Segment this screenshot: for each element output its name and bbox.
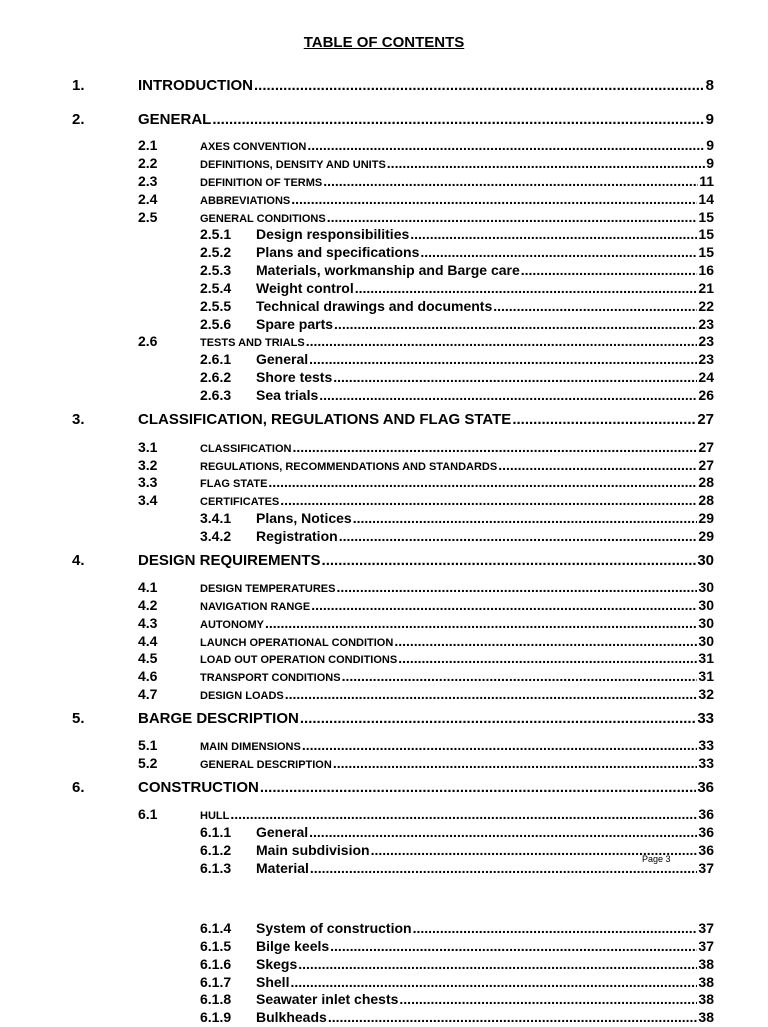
toc-entry-number: 2.1	[138, 137, 158, 153]
toc-entry-number: 5.1	[138, 737, 158, 753]
toc-entry-page: 30	[698, 615, 714, 631]
toc-entry-number: 4.3	[138, 615, 158, 631]
toc-entry-number: 2.6.3	[200, 387, 232, 403]
toc-entry[interactable]	[200, 349, 714, 369]
toc-entry[interactable]	[138, 735, 714, 755]
toc-entry[interactable]	[138, 595, 714, 615]
toc-entry-page: 33	[697, 710, 714, 727]
toc-leader-dots	[339, 526, 698, 546]
toc-entry-page: 31	[698, 668, 714, 684]
toc-entry-page: 36	[697, 779, 714, 796]
toc-entry-page: 27	[698, 457, 714, 473]
toc-entry[interactable]	[72, 410, 714, 430]
toc-entry-page: 27	[698, 439, 714, 455]
toc-entry-title: DESIGN REQUIREMENTS	[138, 552, 321, 569]
toc-entry-page: 9	[705, 111, 714, 128]
toc-entry[interactable]	[72, 778, 714, 798]
toc-entry-title: Sea trials	[256, 387, 319, 403]
toc-entry-number: 3.4.1	[200, 510, 232, 526]
toc-entry-page: 36	[698, 824, 714, 840]
toc-entry-number: 2.5	[138, 209, 158, 225]
toc-leader-dots	[212, 110, 704, 130]
toc-entry-title: BARGE DESCRIPTION	[138, 710, 299, 727]
toc-entry-title: CONSTRUCTION	[138, 779, 259, 796]
toc-entry-number: 3.2	[138, 457, 158, 473]
toc-entry-page: 15	[698, 209, 714, 225]
toc-entry-page: 30	[698, 633, 714, 649]
toc-entry-title: Bilge keels	[256, 938, 330, 954]
toc-entry[interactable]	[138, 472, 714, 492]
toc-entry-number: 2.6.2	[200, 369, 232, 385]
toc-entry-page: 23	[698, 333, 714, 349]
toc-entry-number: 2.2	[138, 155, 158, 171]
toc-entry[interactable]	[138, 804, 714, 824]
toc-entry-page: 33	[698, 755, 714, 771]
toc-entry-page: 36	[698, 842, 714, 858]
toc-entry-number: 6.1.8	[200, 991, 232, 1007]
toc-entry-page: 29	[698, 528, 714, 544]
toc-entry-number: 4.1	[138, 579, 158, 595]
toc-leader-dots	[493, 296, 697, 316]
toc-leader-dots	[521, 260, 698, 280]
toc-entry-number: 6.1.5	[200, 938, 232, 954]
toc-entry-number: 3.4.2	[200, 528, 232, 544]
toc-leader-dots	[410, 224, 697, 244]
toc-entry-page: 14	[698, 191, 714, 207]
toc-entry-title: GENERAL CONDITIONS	[200, 213, 326, 225]
toc-entry-title: HULL	[200, 810, 230, 822]
toc-entry[interactable]	[138, 331, 714, 351]
toc-entry-title: Design responsibilities	[256, 226, 410, 242]
toc-leader-dots	[292, 437, 697, 457]
toc-entry-page: 28	[698, 492, 714, 508]
toc-entry-title: DESIGN TEMPERATURES	[200, 583, 336, 595]
toc-leader-dots	[298, 954, 697, 974]
toc-entry-title: REGULATIONS, RECOMMENDATIONS AND STANDARDS	[200, 461, 498, 473]
toc-entry-page: 33	[698, 737, 714, 753]
toc-entry-page: 38	[698, 974, 714, 990]
toc-entry-title: Shell	[256, 974, 290, 990]
toc-entry-title: TRANSPORT CONDITIONS	[200, 672, 341, 684]
toc-entry-number: 6.1.6	[200, 956, 232, 972]
toc-leader-dots	[302, 735, 698, 755]
toc-entry-page: 27	[697, 411, 714, 428]
toc-entry-title: INTRODUCTION	[138, 77, 253, 94]
toc-entry-page: 32	[698, 686, 714, 702]
toc-entry-number: 2.6.1	[200, 351, 232, 367]
toc-entry-number: 6.	[72, 779, 85, 796]
toc-leader-dots	[342, 666, 698, 686]
toc-entry-page: 16	[698, 262, 714, 278]
toc-entry[interactable]	[200, 954, 714, 974]
toc-leader-dots	[387, 153, 705, 173]
toc-entry-number: 3.3	[138, 474, 158, 490]
toc-entry-title: Weight control	[256, 280, 354, 296]
toc-entry-number: 3.	[72, 411, 85, 428]
toc-entry[interactable]	[138, 648, 714, 668]
toc-leader-dots	[307, 135, 705, 155]
toc-entry-title: DESIGN LOADS	[200, 690, 284, 702]
toc-entry[interactable]	[200, 858, 714, 878]
toc-entry-number: 2.5.5	[200, 298, 232, 314]
toc-leader-dots	[254, 76, 705, 96]
toc-entry-number: 6.1.9	[200, 1009, 232, 1025]
toc-entry-number: 2.5.1	[200, 226, 232, 242]
toc-entry-page: 37	[698, 860, 714, 876]
toc-entry-number: 2.5.6	[200, 316, 232, 332]
toc-leader-dots	[322, 551, 697, 571]
toc-entry[interactable]	[138, 490, 714, 510]
toc-entry-page: 29	[698, 510, 714, 526]
toc-leader-dots	[353, 508, 698, 528]
toc-leader-dots	[311, 595, 697, 615]
toc-entry-page: 30	[698, 597, 714, 613]
toc-entry-title: DEFINITION OF TERMS	[200, 177, 323, 189]
toc-entry-page: 26	[698, 387, 714, 403]
toc-entry[interactable]	[138, 753, 714, 773]
toc-leader-dots	[309, 822, 697, 842]
toc-entry-title: LOAD OUT OPERATION CONDITIONS	[200, 654, 398, 666]
toc-entry[interactable]	[138, 135, 714, 155]
toc-leader-dots	[398, 648, 697, 668]
toc-entry[interactable]	[138, 666, 714, 686]
toc-entry-number: 4.	[72, 552, 85, 569]
toc-entry-title: General	[256, 824, 309, 840]
toc-entry[interactable]	[200, 260, 714, 280]
toc-entry-title: Main subdivision	[256, 842, 370, 858]
toc-entry[interactable]	[200, 367, 714, 387]
toc-entry-page: 9	[706, 137, 714, 153]
toc-entry-number: 1.	[72, 77, 85, 94]
toc-entry-title: Materials, workmanship and Barge care	[256, 262, 520, 278]
toc-leader-dots	[230, 804, 697, 824]
toc-entry-page: 38	[698, 991, 714, 1007]
toc-entry-number: 4.5	[138, 650, 158, 666]
toc-entry-number: 2.6	[138, 333, 158, 349]
toc-entry[interactable]	[72, 110, 714, 130]
toc-entry-page: 8	[705, 77, 714, 94]
toc-entry-title: LAUNCH OPERATIONAL CONDITION	[200, 637, 394, 649]
toc-entry[interactable]	[200, 822, 714, 842]
page-title: TABLE OF CONTENTS	[303, 34, 465, 51]
toc-entry-number: 2.5.2	[200, 244, 232, 260]
toc-entry-number: 2.5.4	[200, 280, 232, 296]
toc-entry-page: 36	[698, 806, 714, 822]
toc-entry-page: 9	[706, 155, 714, 171]
toc-entry-title: Shore tests	[256, 369, 333, 385]
toc-entry-page: 28	[698, 474, 714, 490]
toc-entry-number: 6.1.7	[200, 974, 232, 990]
toc-entry-number: 3.4	[138, 492, 158, 508]
toc-entry-page: 11	[699, 173, 714, 189]
toc-entry[interactable]	[200, 508, 714, 528]
toc-leader-dots	[333, 753, 698, 773]
toc-entry-title: MAIN DIMENSIONS	[200, 741, 301, 753]
toc-entry-number: 2.4	[138, 191, 158, 207]
toc-entry-number: 4.2	[138, 597, 158, 613]
toc-entry-title: Bulkheads	[256, 1009, 327, 1025]
toc-entry-title: Technical drawings and documents	[256, 298, 493, 314]
toc-entry[interactable]	[200, 918, 714, 938]
toc-entry-page: 30	[697, 552, 714, 569]
toc-entry[interactable]	[138, 437, 714, 457]
toc-entry-page: 15	[698, 226, 714, 242]
toc-entry[interactable]	[138, 153, 714, 173]
toc-leader-dots	[268, 472, 697, 492]
toc-entry-title: AXES CONVENTION	[200, 141, 307, 153]
toc-entry-number: 5.2	[138, 755, 158, 771]
toc-entry[interactable]	[72, 76, 714, 96]
toc-entry-page: 37	[698, 920, 714, 936]
toc-entry[interactable]	[200, 526, 714, 546]
toc-entry-number: 4.7	[138, 686, 158, 702]
toc-entry-page: 23	[698, 351, 714, 367]
toc-entry-number: 3.1	[138, 439, 158, 455]
toc-entry[interactable]	[200, 989, 714, 1009]
toc-entry[interactable]	[200, 840, 714, 860]
toc-entry-title: FLAG STATE	[200, 478, 268, 490]
toc-entry-number: 6.1.4	[200, 920, 232, 936]
toc-entry-page: 21	[698, 280, 714, 296]
toc-entry-title: Skegs	[256, 956, 298, 972]
toc-entry-title: GENERAL DESCRIPTION	[200, 759, 332, 771]
toc-leader-dots	[336, 577, 697, 597]
toc-entry-title: CLASSIFICATION	[200, 443, 292, 455]
toc-entry-number: 4.6	[138, 668, 158, 684]
toc-entry-page: 22	[698, 298, 714, 314]
toc-entry-title: AUTONOMY	[200, 619, 264, 631]
toc-leader-dots	[260, 778, 696, 798]
toc-entry-title: TESTS AND TRIALS	[200, 337, 305, 349]
toc-entry-title: NAVIGATION RANGE	[200, 601, 311, 613]
toc-entry-page: 31	[698, 650, 714, 666]
toc-leader-dots	[309, 349, 697, 369]
toc-entry-page: 30	[698, 579, 714, 595]
toc-entry-page: 38	[698, 956, 714, 972]
toc-leader-dots	[300, 709, 696, 729]
toc-entry[interactable]	[138, 189, 714, 209]
page-number-footer: Page 3	[642, 854, 671, 864]
toc-entry-number: 4.4	[138, 633, 158, 649]
toc-entry[interactable]	[200, 224, 714, 244]
toc-entry-number: 6.1.1	[200, 824, 232, 840]
toc-leader-dots	[333, 367, 697, 387]
toc-entry-title: Spare parts	[256, 316, 334, 332]
toc-entry-number: 2.5.3	[200, 262, 232, 278]
toc-entry-number: 5.	[72, 710, 85, 727]
toc-entry-title: DEFINITIONS, DENSITY AND UNITS	[200, 159, 386, 171]
toc-leader-dots	[280, 490, 697, 510]
toc-entry-page: 37	[698, 938, 714, 954]
toc-entry-title: General	[256, 351, 309, 367]
toc-leader-dots	[323, 171, 698, 191]
toc-leader-dots	[399, 989, 697, 1009]
toc-leader-dots	[265, 613, 697, 633]
toc-entry-page: 15	[698, 244, 714, 260]
toc-leader-dots	[285, 684, 698, 704]
toc-entry-title: CERTIFICATES	[200, 496, 280, 508]
toc-entry-number: 6.1.2	[200, 842, 232, 858]
toc-entry[interactable]	[200, 385, 714, 405]
toc-entry-title: Plans, Notices	[256, 510, 352, 526]
toc-entry[interactable]	[200, 242, 714, 262]
toc-entry-number: 2.	[72, 111, 85, 128]
toc-entry-title: Material	[256, 860, 309, 876]
toc-leader-dots	[319, 385, 697, 405]
toc-entry-title: System of construction	[256, 920, 412, 936]
toc-entry-page: 24	[698, 369, 714, 385]
toc-entry[interactable]	[200, 296, 714, 316]
toc-leader-dots	[306, 331, 698, 351]
toc-leader-dots	[512, 410, 696, 430]
toc-entry[interactable]	[138, 577, 714, 597]
toc-entry-number: 2.3	[138, 173, 158, 189]
toc-leader-dots	[328, 1007, 698, 1027]
toc-entry-title: GENERAL	[138, 111, 212, 128]
toc-entry[interactable]	[200, 1007, 714, 1027]
toc-entry-page: 38	[698, 1009, 714, 1025]
toc-leader-dots	[330, 936, 697, 956]
toc-entry[interactable]	[138, 613, 714, 633]
toc-entry[interactable]	[200, 936, 714, 956]
toc-leader-dots	[420, 242, 697, 262]
toc-entry[interactable]	[72, 709, 714, 729]
toc-entry[interactable]	[72, 551, 714, 571]
toc-entry-title: CLASSIFICATION, REGULATIONS AND FLAG STATE	[138, 411, 512, 428]
toc-entry-page: 23	[698, 316, 714, 332]
toc-entry-title: ABBREVIATIONS	[200, 195, 291, 207]
toc-entry-number: 6.1.3	[200, 860, 232, 876]
toc-leader-dots	[291, 189, 697, 209]
toc-leader-dots	[355, 278, 698, 298]
toc-entry-title: Plans and specifications	[256, 244, 420, 260]
toc-entry[interactable]	[138, 171, 714, 191]
toc-entry-title: Seawater inlet chests	[256, 991, 399, 1007]
toc-entry[interactable]	[138, 684, 714, 704]
toc-entry-number: 6.1	[138, 806, 158, 822]
toc-leader-dots	[310, 858, 698, 878]
toc-leader-dots	[413, 918, 698, 938]
toc-entry[interactable]	[200, 278, 714, 298]
toc-entry-title: Registration	[256, 528, 338, 544]
